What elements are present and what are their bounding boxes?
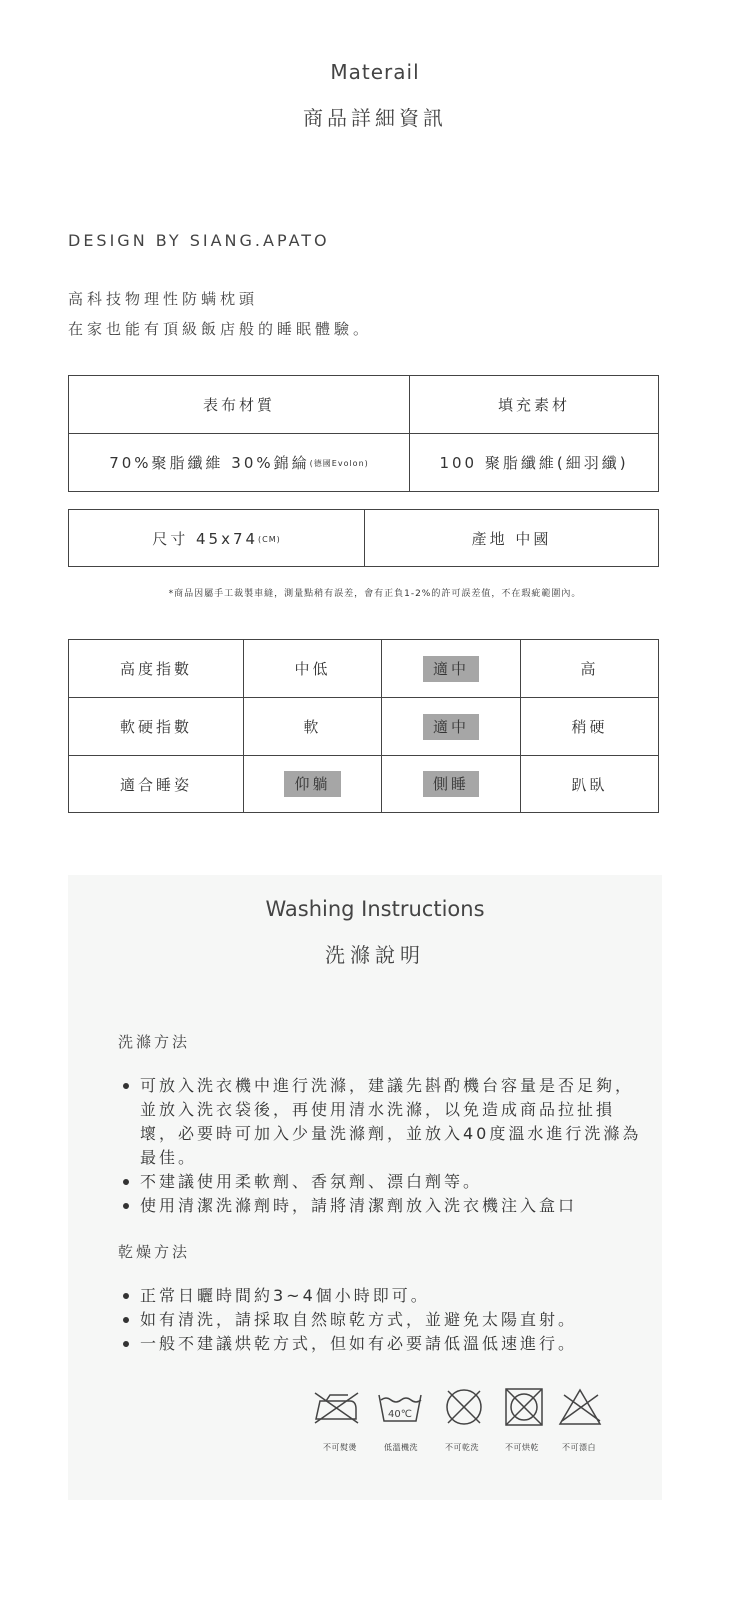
option-cell: 高 [521, 640, 659, 698]
icon-label: 低溫機洗 [384, 1443, 418, 1452]
index-table [68, 639, 659, 813]
design-by-text: DESIGN BY SIANG.APATO [68, 231, 330, 250]
size-table [68, 509, 659, 567]
option-cell: 稍硬 [521, 698, 659, 756]
care-icons [312, 1387, 612, 1432]
icon-label: 不可烘乾 [505, 1443, 539, 1452]
no-bleach-icon [556, 1387, 604, 1427]
list-item: 不建議使用柔軟劑、香氛劑、漂白劑等。 [120, 1170, 645, 1194]
filling-value: 100 聚脂纖維(細羽纖) [410, 434, 659, 492]
table-row [69, 698, 659, 756]
filling-header: 填充素材 [410, 376, 659, 434]
intro-line-2: 在家也能有頂級飯店般的睡眠體驗。 [68, 320, 373, 338]
origin-cell: 產地 中國 [365, 510, 659, 567]
selected-option-tag: 適中 [423, 714, 479, 740]
list-item: 正常日曬時間約3~4個小時即可。 [120, 1284, 645, 1308]
page-title-en: Materail [330, 60, 420, 84]
icon-label: 不可乾洗 [445, 1443, 479, 1452]
option-cell: 軟 [244, 698, 382, 756]
selected-option-tag: 側睡 [423, 771, 479, 797]
washing-title-zh: 洗滌說明 [325, 943, 425, 967]
row-label: 高度指數 [69, 640, 244, 698]
page-title-zh: 商品詳細資訊 [303, 106, 447, 130]
size-label: 尺寸 45x74 [152, 529, 259, 548]
low-temp-machine-wash-icon [376, 1387, 424, 1427]
table-row [69, 640, 659, 698]
dry-method-list [120, 1284, 645, 1356]
fabric-value-cell [69, 434, 410, 492]
no-dry-clean-icon [440, 1387, 488, 1427]
list-item: 可放入洗衣機中進行洗滌，建議先斟酌機台容量是否足夠，並放入洗衣袋後，再使用清水洗滌，以免造成商品拉扯損壞，必要時可加入少量洗滌劑，並放入40度溫水進行洗滌為最佳。 [120, 1074, 645, 1170]
selected-option-tag: 仰躺 [284, 771, 340, 797]
table-row [69, 756, 659, 813]
wash-method-list [120, 1074, 645, 1218]
row-label: 適合睡姿 [69, 756, 244, 813]
fabric-note: (德國Evolon) [309, 459, 369, 468]
intro-line-1: 高科技物理性防螨枕頭 [68, 290, 259, 308]
dry-method-heading: 乾燥方法 [118, 1243, 191, 1261]
option-cell: 中低 [244, 640, 382, 698]
fabric-value: 70%聚脂纖維 30%錦綸 [109, 454, 310, 472]
no-tumble-dry-icon [500, 1387, 548, 1427]
material-table [68, 375, 659, 492]
list-item: 如有清洗，請採取自然晾乾方式，並避免太陽直射。 [120, 1308, 645, 1332]
selected-option-tag: 適中 [423, 656, 479, 682]
list-item: 使用清潔洗滌劑時，請將清潔劑放入洗衣機注入盒口 [120, 1194, 645, 1218]
fabric-header: 表布材質 [69, 376, 410, 434]
row-label: 軟硬指數 [69, 698, 244, 756]
option-cell: 趴臥 [521, 756, 659, 813]
no-iron-icon [312, 1387, 360, 1427]
size-unit: (CM) [258, 534, 281, 544]
wash-temp: 40℃ [388, 1409, 412, 1420]
icon-label: 不可漂白 [562, 1443, 596, 1452]
list-item: 一般不建議烘乾方式，但如有必要請低溫低速進行。 [120, 1332, 645, 1356]
measurement-note: *商品因屬手工裁製車縫，測量點稍有誤差，會有正負1-2%的許可誤差值，不在瑕疵範圍內。 [168, 589, 582, 599]
wash-method-heading: 洗滌方法 [118, 1033, 191, 1051]
washing-title-en: Washing Instructions [265, 897, 485, 921]
size-cell [69, 510, 365, 567]
icon-label: 不可熨燙 [323, 1443, 357, 1452]
